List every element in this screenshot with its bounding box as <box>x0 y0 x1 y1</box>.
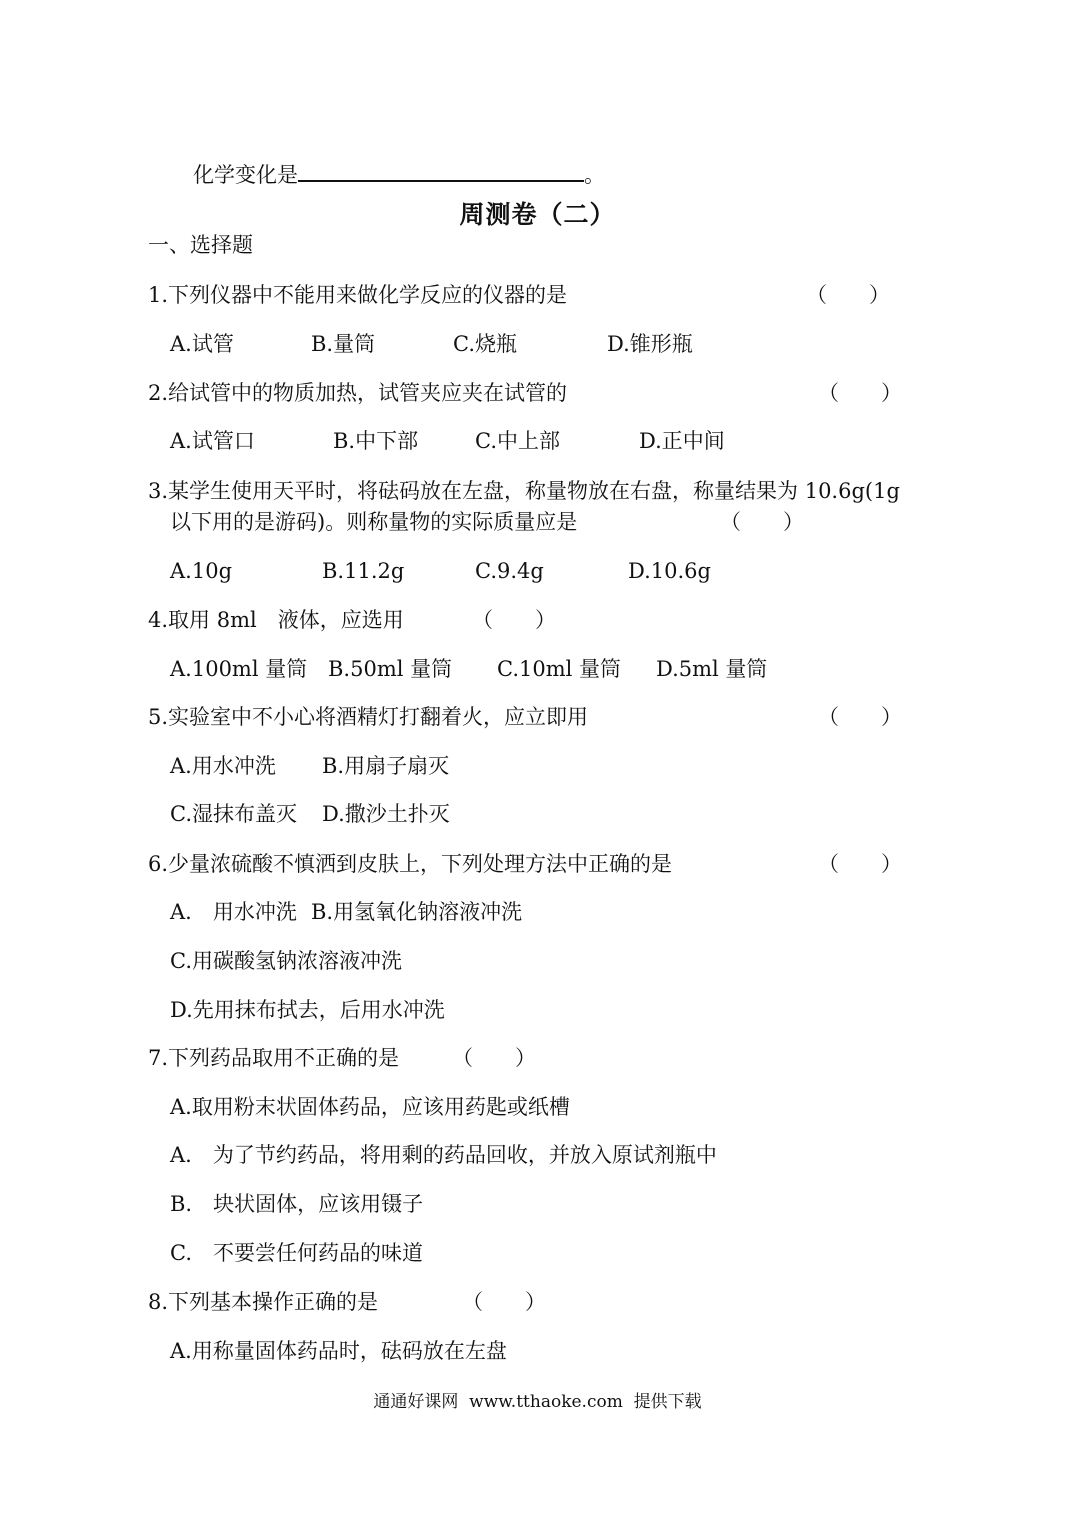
question-2-option-a[interactable]: A.试管口 <box>170 429 255 453</box>
question-2-stem: 2.给试管中的物质加热，试管夹应夹在试管的 <box>148 381 568 405</box>
question-2-bracket[interactable]: （ ） <box>818 381 902 405</box>
question-2-option-c[interactable]: C.中上部 <box>475 429 560 453</box>
question-4-stem: 4.取用 8ml 液体，应选用 <box>148 608 404 632</box>
section-heading: 一、选择题 <box>148 233 253 257</box>
question-3-option-d[interactable]: D.10.6g <box>628 559 711 583</box>
prev-line-text: 化学变化是 <box>193 163 298 187</box>
prev-line-end: 。 <box>584 163 605 187</box>
question-6-option-b[interactable]: B.用氢氧化钠溶液冲洗 <box>311 900 523 924</box>
question-5-bracket[interactable]: （ ） <box>818 705 902 729</box>
question-2-option-b[interactable]: B.中下部 <box>333 429 419 453</box>
question-5-option-d[interactable]: D.撒沙土扑灭 <box>322 802 450 826</box>
page-title: 周测卷（二） <box>459 200 616 229</box>
question-8-stem: 8.下列基本操作正确的是 <box>148 1290 379 1314</box>
question-3-option-c[interactable]: C.9.4g <box>475 559 544 583</box>
question-7-option-4[interactable]: C. 不要尝任何药品的味道 <box>170 1241 423 1265</box>
question-5-option-b[interactable]: B.用扇子扇灭 <box>322 754 450 778</box>
question-6-option-d[interactable]: D.先用抹布拭去，后用水冲洗 <box>170 998 445 1022</box>
prev-question-line <box>193 158 605 189</box>
question-6-option-a[interactable]: A. 用水冲洗 <box>170 900 297 924</box>
question-6-stem: 6.少量浓硫酸不慎洒到皮肤上，下列处理方法中正确的是 <box>148 852 673 876</box>
question-4-option-c[interactable]: C.10ml 量筒 <box>497 657 622 681</box>
answer-blank[interactable] <box>298 158 584 182</box>
question-5-option-c[interactable]: C.湿抹布盖灭 <box>170 802 297 826</box>
question-6-bracket[interactable]: （ ） <box>818 852 902 876</box>
question-1-option-c[interactable]: C.烧瓶 <box>453 332 517 356</box>
question-7-option-2[interactable]: A. 为了节约药品，将用剩的药品回收，并放入原试剂瓶中 <box>170 1143 717 1167</box>
question-7-option-1[interactable]: A.取用粉末状固体药品，应该用药匙或纸槽 <box>170 1095 570 1119</box>
question-4-option-a[interactable]: A.100ml 量筒 <box>170 657 308 681</box>
question-3-stem-cont: 以下用的是游码)。则称量物的实际质量应是 <box>170 510 578 534</box>
question-1-option-a[interactable]: A.试管 <box>170 332 234 356</box>
question-2-option-d[interactable]: D.正中间 <box>639 429 725 453</box>
question-3-option-a[interactable]: A.10g <box>170 559 233 583</box>
question-1-bracket[interactable]: （ ） <box>806 283 890 307</box>
question-3-option-b[interactable]: B.11.2g <box>322 559 405 583</box>
question-4-option-d[interactable]: D.5ml 量筒 <box>656 657 768 681</box>
question-8-bracket[interactable]: （ ） <box>462 1290 546 1314</box>
question-1-stem: 1.下列仪器中不能用来做化学反应的仪器的是 <box>148 283 568 307</box>
question-1-option-b[interactable]: B.量筒 <box>311 332 376 356</box>
question-4-option-b[interactable]: B.50ml 量筒 <box>328 657 453 681</box>
question-3-bracket[interactable]: （ ） <box>720 510 804 534</box>
question-7-stem: 7.下列药品取用不正确的是 <box>148 1046 400 1070</box>
question-4-bracket[interactable]: （ ） <box>472 608 556 632</box>
question-5-option-a[interactable]: A.用水冲洗 <box>170 754 276 778</box>
question-6-option-c[interactable]: C.用碳酸氢钠浓溶液冲洗 <box>170 949 402 973</box>
question-5-stem: 5.实验室中不小心将酒精灯打翻着火，应立即用 <box>148 705 589 729</box>
question-8-option-a[interactable]: A.用称量固体药品时，砝码放在左盘 <box>170 1339 507 1363</box>
question-1-option-d[interactable]: D.锥形瓶 <box>607 332 693 356</box>
page-footer: 通通好课网 www.tthaoke.com 提供下载 <box>373 1392 702 1412</box>
question-7-bracket[interactable]: （ ） <box>452 1046 536 1070</box>
question-7-option-3[interactable]: B. 块状固体，应该用镊子 <box>170 1192 424 1216</box>
question-3-stem: 3.某学生使用天平时，将砝码放在左盘，称量物放在右盘，称量结果为 10.6g(1g <box>148 479 900 503</box>
